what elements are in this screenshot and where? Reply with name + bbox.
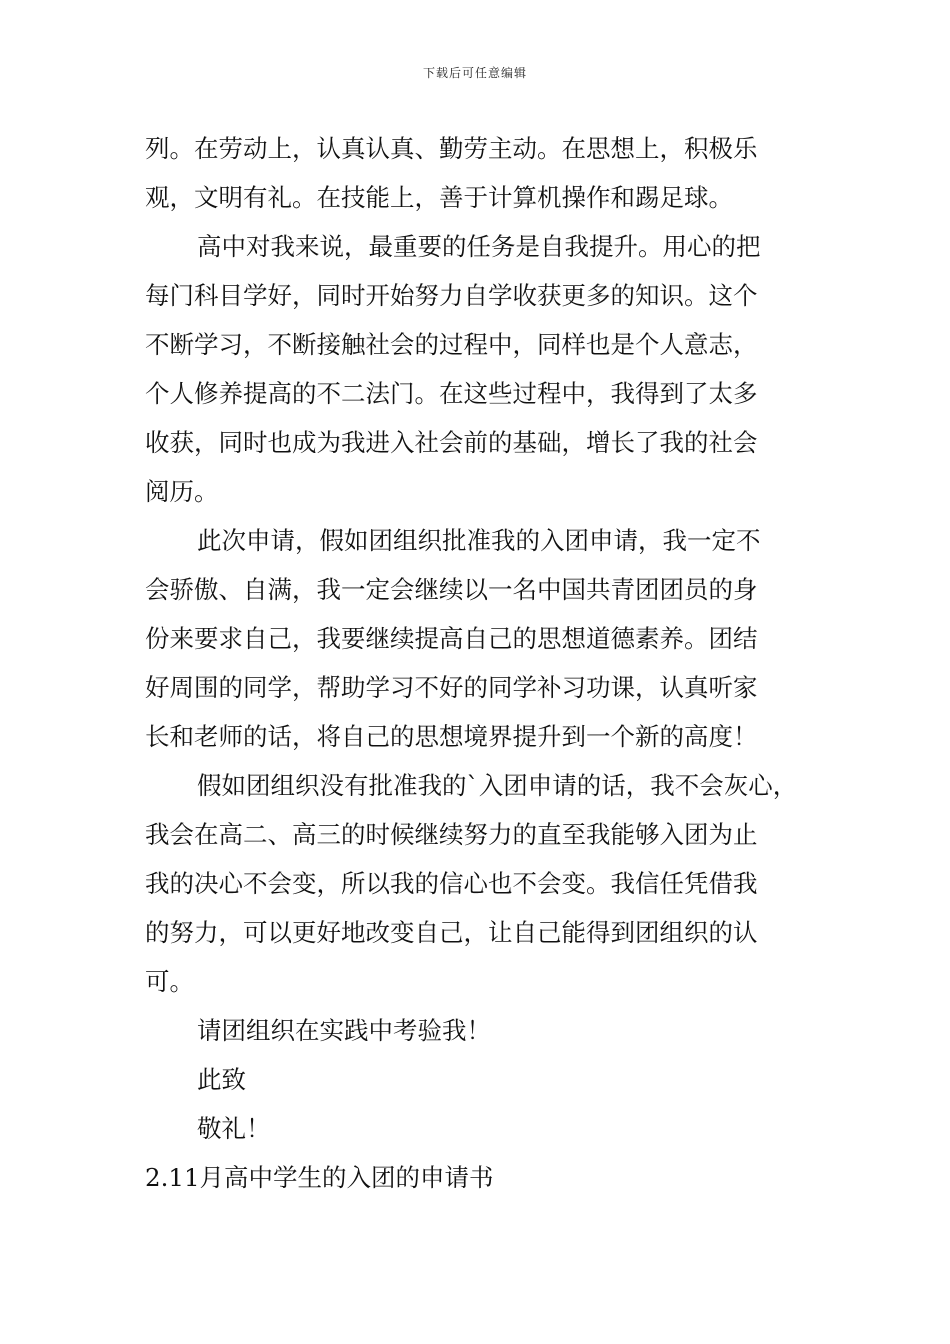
text-line: 我的决心不会变，所以我的信心也不会变。我信任凭借我 bbox=[145, 869, 758, 898]
text-line: 会骄傲、自满，我一定会继续以一名中国共青团团员的身 bbox=[145, 575, 758, 604]
text-line: 份来要求自己，我要继续提高自己的思想道德素养。团结 bbox=[145, 624, 758, 653]
section-title: 2.11月高中学生的入团的申请书 bbox=[145, 1163, 494, 1192]
text-line: 可。 bbox=[145, 967, 194, 996]
salutation-line: 敬礼！ bbox=[197, 1114, 271, 1143]
text-line: 长和老师的话，将自己的思想境界提升到一个新的高度！ bbox=[145, 722, 758, 751]
text-line: 个人修养提高的不二法门。在这些过程中，我得到了太多 bbox=[145, 379, 758, 408]
document-body bbox=[145, 124, 815, 1202]
text-line: 每门科目学好，同时开始努力自学收获更多的知识。这个 bbox=[145, 281, 758, 310]
text-line: 不断学习，不断接触社会的过程中，同样也是个人意志， bbox=[145, 330, 758, 359]
paragraph-start-line: 此次申请，假如团组织批准我的入团申请，我一定不 bbox=[197, 526, 761, 555]
closing-request-line: 请团组织在实践中考验我！ bbox=[197, 1016, 491, 1045]
text-line: 的努力，可以更好地改变自己，让自己能得到团组织的认 bbox=[145, 918, 758, 947]
paragraph-start-line: 假如团组织没有批准我的`入团申请的话，我不会灰心， bbox=[197, 771, 798, 800]
text-line: 我会在高二、高三的时候继续努力的直至我能够入团为止 bbox=[145, 820, 758, 849]
text-line: 阅历。 bbox=[145, 477, 219, 506]
paragraph-start-line: 高中对我来说，最重要的任务是自我提升。用心的把 bbox=[197, 232, 761, 261]
text-line: 观，文明有礼。在技能上，善于计算机操作和踢足球。 bbox=[145, 183, 733, 212]
text-line: 列。在劳动上，认真认真、勤劳主动。在思想上，积极乐 bbox=[145, 134, 758, 163]
text-line: 好周围的同学，帮助学习不好的同学补习功课，认真听家 bbox=[145, 673, 758, 702]
page-header: 下载后可任意编辑 bbox=[422, 66, 527, 80]
text-line: 收获，同时也成为我进入社会前的基础，增长了我的社会 bbox=[145, 428, 758, 457]
salutation-line: 此致 bbox=[197, 1065, 246, 1094]
